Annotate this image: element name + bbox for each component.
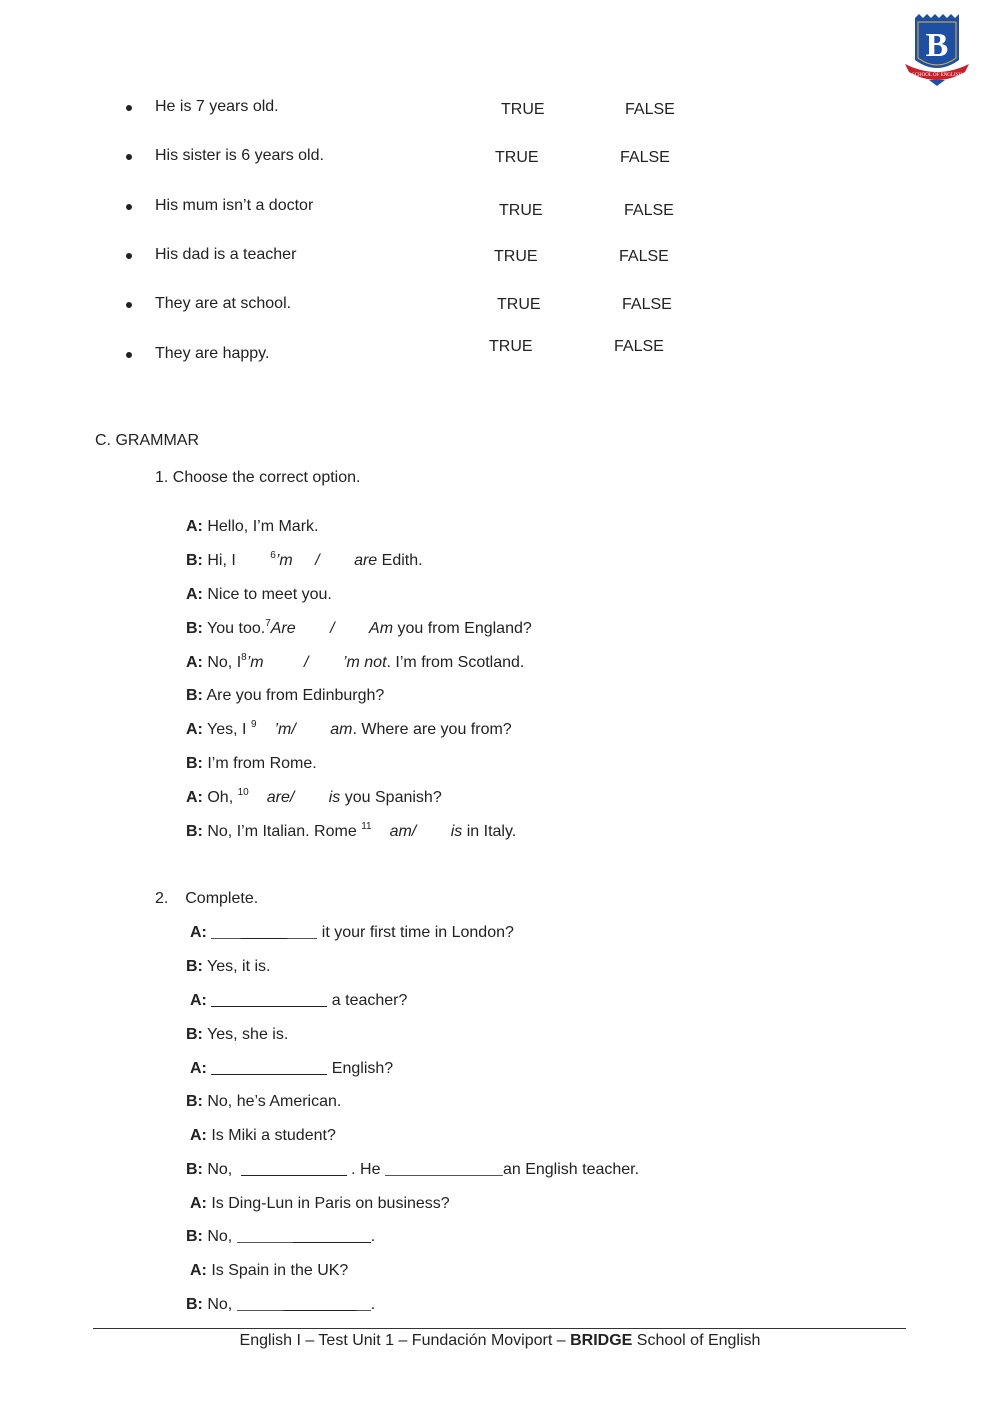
line-text: you Spanish?: [344, 789, 442, 806]
speaker: A:: [186, 586, 203, 603]
item-number: 7: [265, 618, 271, 629]
dialogue-line: [190, 992, 407, 1010]
line-text: Nice to meet you.: [207, 586, 332, 603]
line-text: a teacher?: [331, 992, 408, 1009]
exercise-number: 2.: [155, 890, 169, 907]
speaker: B:: [186, 687, 203, 704]
section-heading: C. GRAMMAR: [95, 432, 199, 449]
false-option[interactable]: FALSE: [614, 338, 664, 355]
answer-blank[interactable]: [211, 924, 241, 939]
svg-text:B: B: [925, 27, 949, 64]
line-text: Hello, I’m Mark.: [207, 518, 319, 535]
bullet: [126, 204, 132, 210]
answer-blank[interactable]: [237, 1228, 293, 1243]
dialogue-line: [186, 755, 317, 773]
speaker: B:: [186, 1093, 203, 1110]
true-option[interactable]: TRUE: [501, 101, 545, 118]
dialogue-line: [186, 518, 318, 536]
bullet: [126, 154, 132, 160]
dialogue-line: [190, 924, 514, 942]
exercise-instruction: Complete.: [185, 890, 259, 907]
speaker: B:: [186, 1228, 203, 1245]
item-number: 10: [237, 787, 249, 798]
speaker: B:: [186, 1161, 203, 1178]
speaker: A:: [190, 1195, 207, 1212]
school-logo: [903, 14, 971, 88]
dialogue-line: [186, 620, 532, 638]
line-text: No,: [207, 1296, 233, 1313]
answer-blank[interactable]: [211, 992, 327, 1007]
speaker: A:: [186, 518, 203, 535]
false-option[interactable]: FALSE: [619, 248, 669, 265]
dialogue-line: [186, 586, 332, 604]
speaker: A:: [190, 992, 207, 1009]
option-separator: /: [330, 620, 335, 637]
line-text: Is Miki a student?: [211, 1127, 336, 1144]
item-number: 9: [250, 719, 257, 730]
option-a[interactable]: ’m: [275, 552, 293, 569]
line-text: No,: [207, 1228, 233, 1245]
false-option[interactable]: FALSE: [625, 101, 675, 118]
dialogue-line: [186, 789, 442, 807]
footer-text: School of English: [636, 1332, 761, 1349]
speaker: A:: [186, 654, 203, 671]
dialogue-line: [186, 958, 270, 976]
statement: They are happy.: [155, 345, 270, 362]
item-number: 11: [361, 821, 372, 832]
exercise-1-title: [155, 469, 360, 487]
exercise-instruction: Choose the correct option.: [172, 469, 361, 486]
line-text: .: [370, 1228, 376, 1245]
dialogue-line: [186, 1026, 288, 1044]
option-a[interactable]: Are: [270, 620, 296, 637]
dialogue-line: [190, 1195, 450, 1213]
line-text: No, he’s American.: [207, 1093, 342, 1110]
speaker: A:: [190, 1127, 207, 1144]
speaker: A:: [186, 721, 203, 738]
statement: His dad is a teacher: [155, 246, 297, 263]
option-b[interactable]: are: [354, 552, 378, 569]
line-text: . Where are you from?: [352, 721, 512, 738]
dialogue-line: [190, 1060, 393, 1078]
item-number: 6: [270, 550, 276, 561]
dialogue-line: [186, 687, 384, 705]
speaker: B:: [186, 755, 203, 772]
footer: [0, 1332, 1000, 1350]
bullet: [126, 302, 132, 308]
true-option[interactable]: TRUE: [499, 202, 543, 219]
exercise-2-title: [155, 890, 258, 908]
line-text: . I’m from Scotland.: [386, 654, 525, 671]
speaker: A:: [190, 1060, 207, 1077]
speaker: B:: [186, 958, 203, 975]
speaker: B:: [186, 552, 203, 569]
true-option[interactable]: TRUE: [494, 248, 538, 265]
speaker: A:: [190, 924, 207, 941]
statement: He is 7 years old.: [155, 98, 279, 115]
line-text: . He: [351, 1161, 381, 1178]
line-text: an English teacher.: [502, 1161, 640, 1178]
true-option[interactable]: TRUE: [495, 149, 539, 166]
line-text: Is Spain in the UK?: [211, 1262, 349, 1279]
line-text: Oh,: [207, 789, 234, 806]
dialogue-line: [186, 654, 524, 672]
line-text: No,: [207, 1161, 233, 1178]
item-number: 8: [241, 652, 247, 663]
option-b[interactable]: is: [450, 823, 463, 840]
speaker: A:: [190, 1262, 207, 1279]
footer-brand: BRIDGE: [570, 1332, 633, 1349]
dialogue-line: [186, 1161, 639, 1179]
dialogue-line: [186, 823, 516, 841]
option-a[interactable]: am/: [389, 823, 417, 840]
line-text: No, I: [207, 654, 242, 671]
line-text: Yes, she is.: [207, 1026, 289, 1043]
false-option[interactable]: FALSE: [620, 149, 670, 166]
statement: They are at school.: [155, 295, 292, 312]
dialogue-line: [190, 1127, 336, 1145]
speaker: B:: [186, 1026, 203, 1043]
answer-blank[interactable]: [241, 924, 287, 939]
footer-text: English I – Test Unit 1 – Fundación Moviport –: [239, 1332, 566, 1349]
bullet: [126, 105, 132, 111]
speaker: A:: [186, 789, 203, 806]
answer-blank[interactable]: [211, 1060, 327, 1075]
false-option[interactable]: FALSE: [624, 202, 674, 219]
line-text: it your first time in London?: [321, 924, 514, 941]
option-b[interactable]: Am: [369, 620, 394, 637]
option-b[interactable]: ’m not: [342, 654, 387, 671]
exercise-number: 1.: [155, 469, 169, 486]
line-text: You too.: [207, 620, 266, 637]
statement: His sister is 6 years old.: [155, 147, 324, 164]
speaker: B:: [186, 1296, 203, 1313]
option-b[interactable]: is: [328, 789, 341, 806]
footer-divider: [93, 1328, 906, 1329]
statement: His mum isn’t a doctor: [155, 197, 314, 214]
line-text: Yes, it is.: [207, 958, 271, 975]
dialogue-line: [186, 1296, 375, 1314]
answer-blank[interactable]: [385, 1161, 503, 1176]
answer-blank[interactable]: [237, 1296, 283, 1311]
option-separator: /: [304, 654, 309, 671]
line-text: in Italy.: [466, 823, 517, 840]
answer-blank[interactable]: [287, 924, 317, 939]
line-text: Hi, I: [207, 552, 236, 569]
bullet: [126, 352, 132, 358]
option-a[interactable]: ’m/: [274, 721, 296, 738]
answer-blank[interactable]: [283, 1296, 357, 1311]
line-text: English?: [331, 1060, 394, 1077]
bullet: [126, 253, 132, 259]
line-text: No, I’m Italian. Rome: [207, 823, 357, 840]
dialogue-line: [186, 552, 423, 570]
line-text: Are you from Edinburgh?: [206, 687, 385, 704]
option-a[interactable]: are/: [266, 789, 295, 806]
dialogue-line: [186, 1228, 375, 1246]
dialogue-line: [186, 721, 512, 739]
option-b[interactable]: am: [330, 721, 353, 738]
line-text: I’m from Rome.: [207, 755, 317, 772]
answer-blank[interactable]: [293, 1228, 371, 1243]
svg-text:SCHOOL OF ENGLISH: SCHOOL OF ENGLISH: [911, 73, 963, 78]
line-text: Is Ding-Lun in Paris on business?: [211, 1195, 450, 1212]
true-option[interactable]: TRUE: [489, 338, 533, 355]
true-option[interactable]: TRUE: [497, 296, 541, 313]
speaker: B:: [186, 620, 203, 637]
option-a[interactable]: ’m: [246, 654, 264, 671]
line-text: you from England?: [397, 620, 532, 637]
line-text: Yes, I: [207, 721, 247, 738]
line-text: .: [370, 1296, 376, 1313]
dialogue-line: [190, 1262, 348, 1280]
dialogue-line: [186, 1093, 341, 1111]
answer-blank[interactable]: [241, 1161, 347, 1176]
answer-blank[interactable]: [357, 1296, 371, 1311]
false-option[interactable]: FALSE: [622, 296, 672, 313]
speaker: B:: [186, 823, 203, 840]
line-text: Edith.: [381, 552, 423, 569]
option-separator: /: [315, 552, 320, 569]
